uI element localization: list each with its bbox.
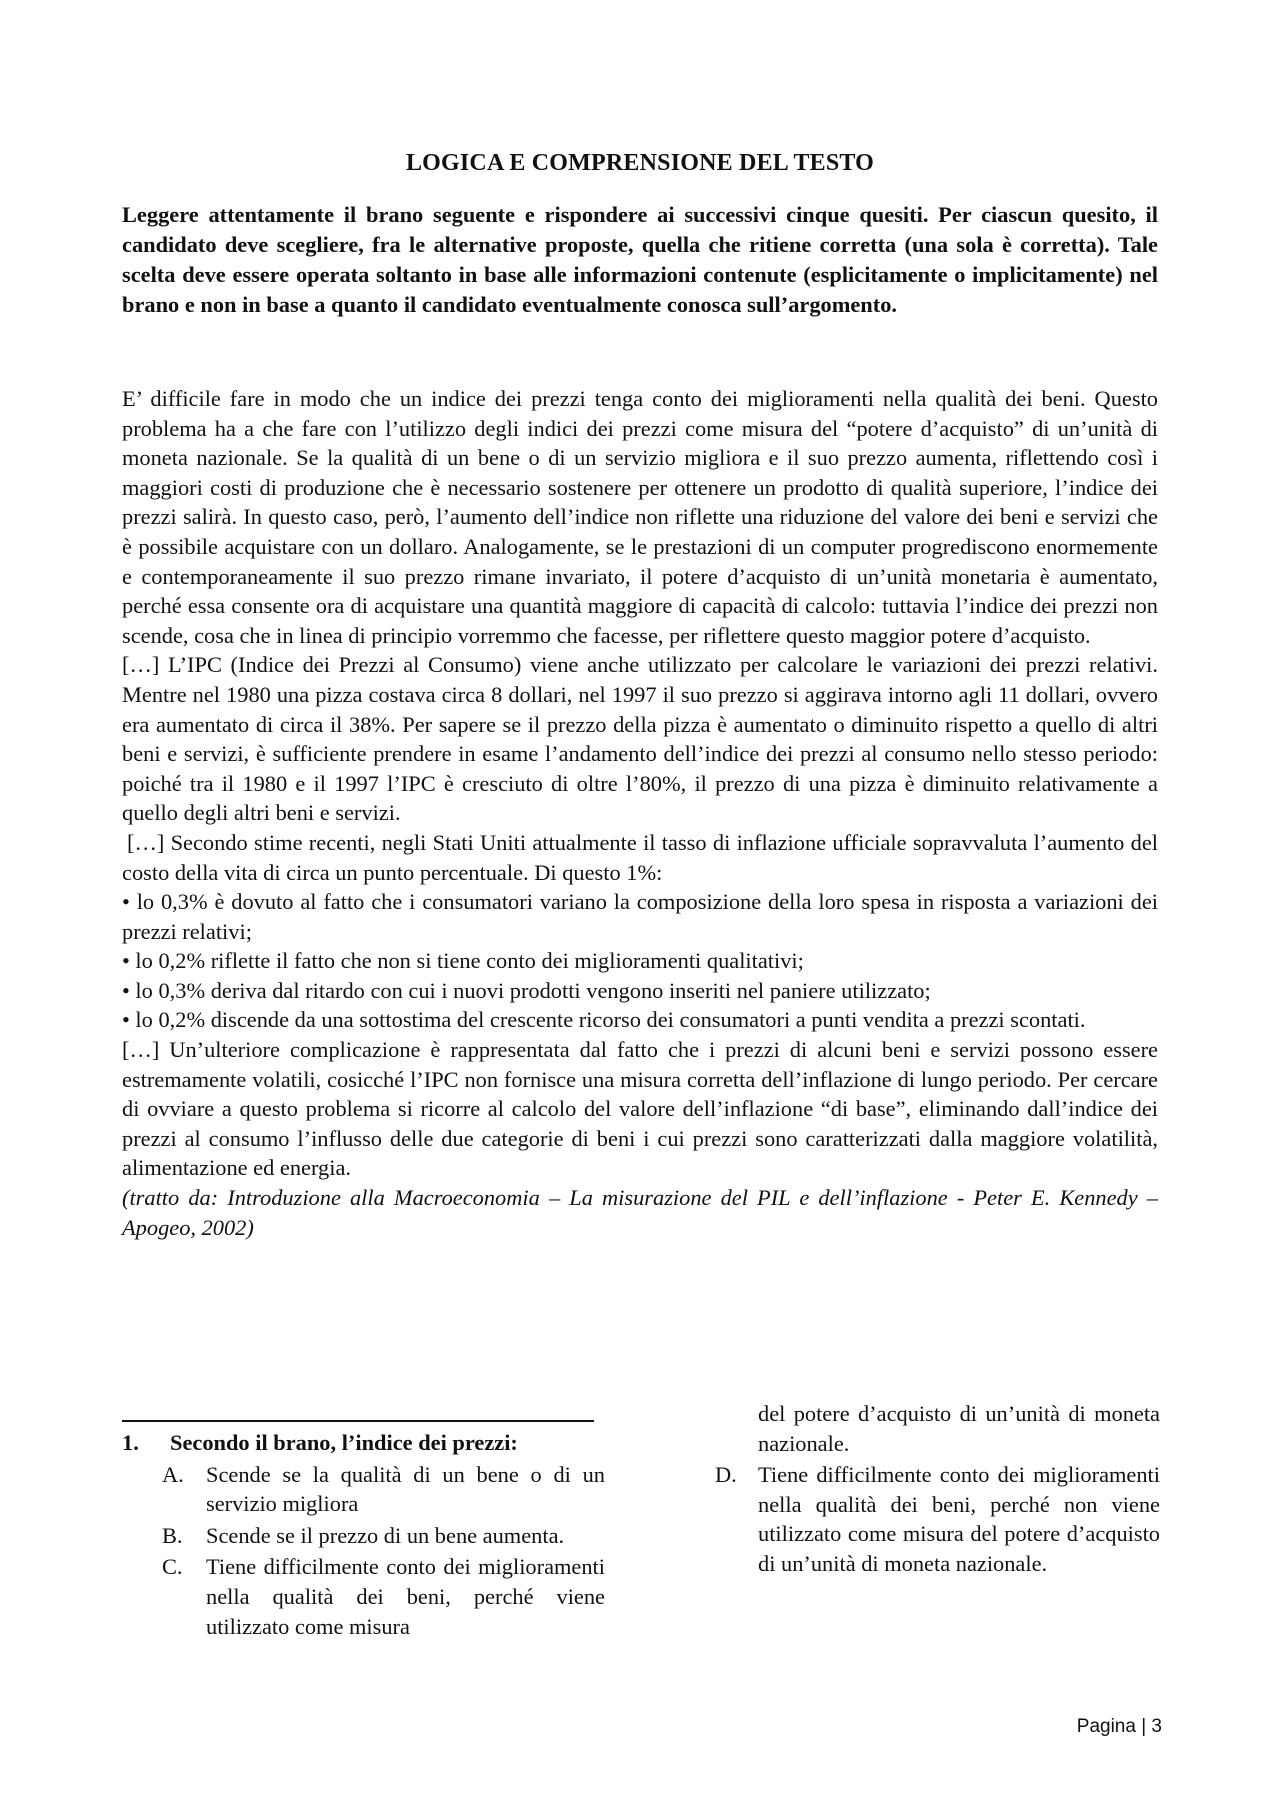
passage-paragraph-2: […] L’IPC (Indice dei Prezzi al Consumo) viene anche utilizzato per calcolare le variazioni dei prezzi relativi. Mentre nel 1980 una pizza costava circa 8 dollari, nel 1997 il suo prezzo si aggirava intorno agli 11 dollari, ovvero era aumentato di circa il 38%. Per sapere se il prezzo della pizza è aumentato o diminuito rispetto a quello di altri beni e servizi, è sufficiente prendere in esame l’andamento dell’indice dei prezzi al consumo nello stesso periodo: poiché tra il 1980 e il 1997 l’IPC è cresciuto di oltre l’80%, il prezzo di una pizza è diminuito relativamente a quello degli altri beni e servizi.: [122, 652, 1158, 826]
bullet-item: • lo 0,3% deriva dal ritardo con cui i nuovi prodotti vengono inseriti nel paniere utilizzato;: [122, 977, 931, 1003]
option-text: Scende se la qualità di un bene o di un servizio migliora: [206, 1461, 605, 1517]
question-left-column: [122, 1428, 605, 1641]
option-c-continued: del potere d’acquisto di un’unità di moneta nazionale.: [758, 1401, 1160, 1456]
passage: [122, 384, 1158, 1242]
option-c: [122, 1552, 605, 1641]
page-title: LOGICA E COMPRENSIONE DEL TESTO: [405, 150, 875, 176]
bullet-item: • lo 0,3% è dovuto al fatto che i consumatori variano la composizione della loro spesa in risposta a variazioni dei prezzi relativi;: [122, 889, 1158, 944]
option-text: Tiene difficilmente conto dei miglioramenti nella qualità dei beni, perché non viene utilizzato come misura del potere d’acquisto di un’unità di moneta nazionale.: [758, 1462, 1160, 1576]
passage-paragraph-3: […] Secondo stime recenti, negli Stati Uniti attualmente il tasso di inflazione ufficiale sopravvaluta l’aumento del costo della vita di circa un punto percentuale. Di questo 1%:: [122, 829, 1158, 885]
option-letter: B.: [162, 1522, 183, 1548]
bullet-item: • lo 0,2% discende da una sottostima del crescente ricorso dei consumatori a punti vendita a prezzi scontati.: [122, 1007, 1086, 1033]
question-number: 1.: [122, 1430, 139, 1455]
question-text: Secondo il brano, l’indice dei prezzi:: [170, 1430, 518, 1455]
option-letter: C.: [162, 1554, 183, 1580]
option-d: [715, 1460, 1160, 1578]
divider: [122, 1420, 594, 1422]
option-text: Tiene difficilmente conto dei miglioramenti nella qualità dei beni, perché viene utilizzato come misura: [206, 1554, 605, 1639]
question-right-column: [715, 1399, 1160, 1579]
option-text: Scende se il prezzo di un bene aumenta.: [206, 1522, 565, 1548]
question-heading: [122, 1428, 605, 1458]
passage-paragraph-1: E’ difficile fare in modo che un indice dei prezzi tenga conto dei miglioramenti nella qualità dei beni. Questo problema ha a che fare con l’utilizzo degli indici dei prezzi come misura del “potere d’acquisto” di un’unità di moneta nazionale. Se la qualità di un bene o di un servizio migliora e il suo prezzo aumenta, riflettendo così i maggiori costi di produzione che è necessario sostenere per ottenere un prodotto di qualità superiore, l’indice dei prezzi salirà. In questo caso, però, l’aumento dell’indice non riflette una riduzione del valore dei beni e servizi che è possibile acquistare con un dollaro. Analogamente, se le prestazioni di un computer progrediscono enormemente e contemporaneamente il suo prezzo rimane invariato, il potere d’acquisto di un’unità monetaria è aumentato, perché essa consente ora di acquistare una quantità maggiore di capacità di calcolo: tuttavia l’indice dei prezzi non scende, cosa che in linea di principio vorremmo che facesse, per riflettere questo maggior potere d’acquisto.: [122, 386, 1158, 648]
page-number: Pagina | 3: [1076, 1716, 1162, 1737]
bullet-item: • lo 0,2% riflette il fatto che non si tiene conto dei miglioramenti qualitativi;: [122, 948, 804, 974]
passage-paragraph-4: […] Un’ulteriore complicazione è rappresentata dal fatto che i prezzi di alcuni beni e servizi possono essere estremamente volatili, cosicché l’IPC non fornisce una misura corretta dell’inflazione di lungo periodo. Per cercare di ovviare a questo problema si ricorre al calcolo del valore dell’inflazione “di base”, eliminando dall’indice dei prezzi al consumo l’influsso delle due categorie di beni i cui prezzi sono caratterizzati dalla maggiore volatilità, alimentazione ed energia.: [122, 1037, 1158, 1181]
instructions: Leggere attentamente il brano seguente e rispondere ai successivi cinque quesiti. Per ciascun quesito, il candidato deve scegliere, fra le alternative proposte, quella che ritiene corretta (una sola è corretta). Tale scelta deve essere operata soltanto in base alle informazioni contenute (esplicitamente o implicitamente) nel brano e non in base a quanto il candidato eventualmente conosca sull’argomento.: [122, 202, 1158, 317]
option-letter: D.: [715, 1462, 737, 1488]
source-citation: (tratto da: Introduzione alla Macroeconomia – La misurazione del PIL e dell’inflazione - Peter E. Kennedy – Apogeo, 2002): [122, 1185, 1158, 1240]
bullet-list: [122, 887, 1158, 1035]
option-a: [122, 1460, 605, 1519]
option-letter: A.: [162, 1461, 184, 1487]
option-b: [122, 1521, 605, 1551]
